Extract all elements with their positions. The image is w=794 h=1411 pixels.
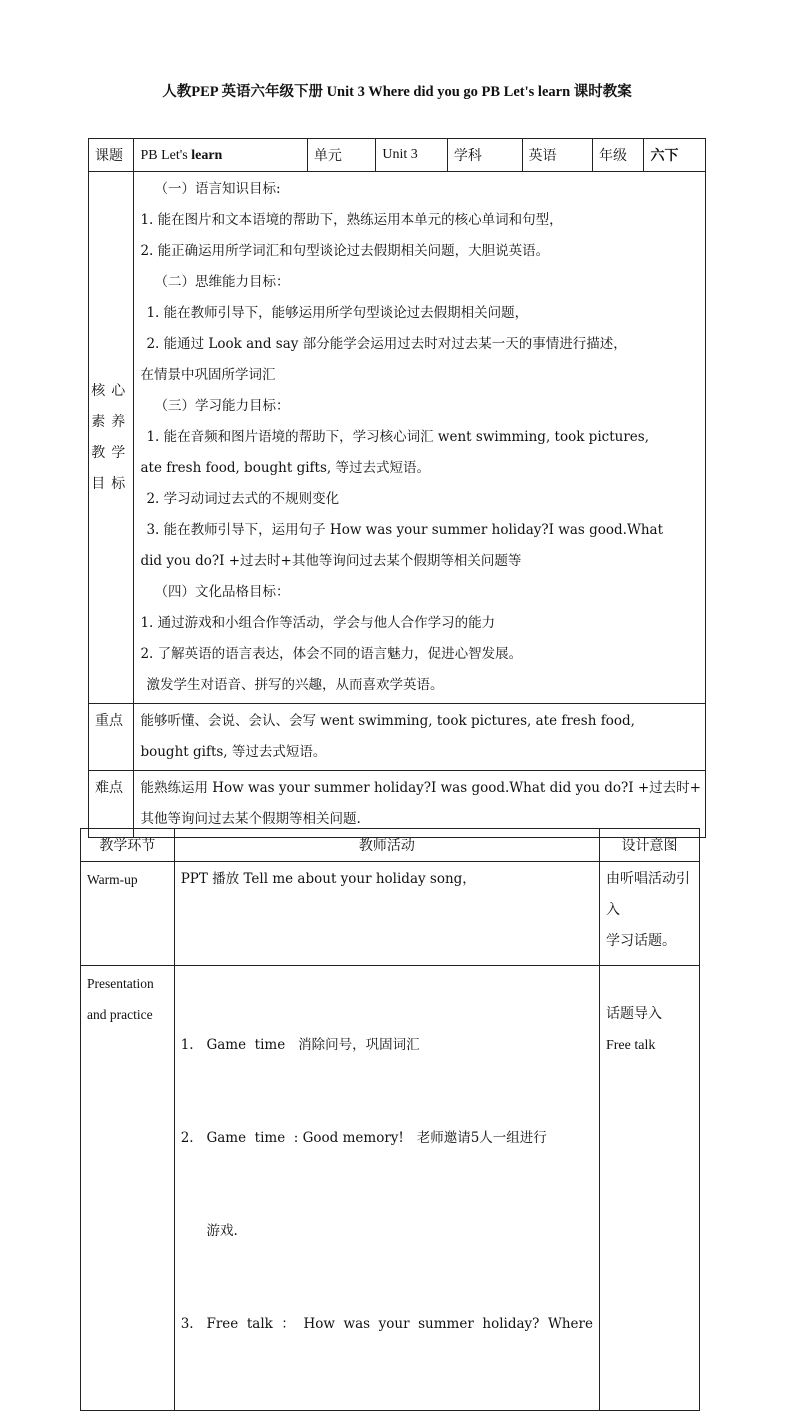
document-title: 人教PEP 英语六年级下册 Unit 3 Where did you go PB Let's learn 课时教案 xyxy=(162,84,632,100)
intent-header: 设计意图 xyxy=(599,829,699,862)
stage-cell: Warm-up xyxy=(81,862,175,966)
goals-content xyxy=(134,172,706,704)
intent-cell: 由听唱活动引入 学习话题。 xyxy=(599,862,699,966)
goal-line: 2. 能通过 Look and say 部分能学会运用过去时对过去某一天的事情进行描述， xyxy=(146,336,627,352)
subject-value: 英语 xyxy=(522,139,593,172)
goal-line: 2. 学习动词过去式的不规则变化 xyxy=(146,491,340,507)
goal-line: 在情景中巩固所学词汇 xyxy=(140,367,276,383)
activity-cell: 1. Game time 消除问号，巩固词汇 2. Game time : Good memory! 老师邀请5人一组进行 游戏. 3. Free talk ： How was your summer holiday? Where xyxy=(174,966,599,1411)
subject-label: 学科 xyxy=(447,139,522,172)
difficult-points-content: 能熟练运用 How was your summer holiday?I was good.What did you do?I +过去时+ 其他等询问过去某个假期等相关问题. xyxy=(134,771,706,838)
goal-line: 2. 了解英语的语言表达，体会不同的语言魅力，促进心智发展。 xyxy=(140,646,523,662)
goal-line: 2. 能正确运用所学词汇和句型谈论过去假期相关问题，大胆说英语。 xyxy=(140,243,550,259)
process-header-row xyxy=(81,829,700,862)
unit-value: Unit 3 xyxy=(376,139,448,172)
stage-cell: Presentation and practice xyxy=(81,966,175,1411)
key-points-row xyxy=(89,704,706,771)
header-row xyxy=(89,139,706,172)
goal-heading: （四）文化品格目标： xyxy=(154,584,290,600)
stage-header: 教学环节 xyxy=(81,829,175,862)
goal-heading: （二）思维能力目标： xyxy=(154,274,290,290)
goals-side-label: 核心 素养 教学 目标 xyxy=(89,172,134,704)
goal-line: did you do?I +过去时+其他等询问过去某个假期等相关问题等 xyxy=(140,553,522,569)
goals-row xyxy=(89,172,706,704)
key-points-content: 能够听懂、会说、会认、会写 went swimming, took pictures, ate fresh food, bought gifts, 等过去式短语。 xyxy=(134,704,706,771)
topic-label: 课题 xyxy=(89,139,134,172)
goal-line: 1. 能在图片和文本语境的帮助下，熟练运用本单元的核心单词和句型， xyxy=(140,212,563,228)
grade-label: 年级 xyxy=(593,139,644,172)
lesson-info-table xyxy=(88,138,706,838)
goal-line: 激发学生对语音、拼写的兴趣，从而喜欢学英语。 xyxy=(146,677,444,693)
goal-heading: （一）语言知识目标: xyxy=(154,181,281,197)
goal-line: 1. 能在音频和图片语境的帮助下，学习核心词汇 went swimming, took pictures, xyxy=(146,429,649,445)
process-row xyxy=(81,862,700,966)
intent-cell: 话题导入 Free talk xyxy=(599,966,699,1411)
goal-line: 1. 通过游戏和小组合作等活动，学会与他人合作学习的能力 xyxy=(140,615,496,631)
unit-label: 单元 xyxy=(307,139,376,172)
grade-value: 六下 xyxy=(644,139,706,172)
activity-header: 教师活动 xyxy=(174,829,599,862)
goal-heading: （三）学习能力目标： xyxy=(154,398,290,414)
process-row xyxy=(81,966,700,1411)
activity-cell: PPT 播放 Tell me about your holiday song， xyxy=(174,862,599,966)
goal-line: ate fresh food, bought gifts, 等过去式短语。 xyxy=(140,460,430,476)
goal-line: 3. 能在教师引导下，运用句子 How was your summer holiday?I was good.What xyxy=(146,522,663,538)
key-points-label: 重点 xyxy=(89,704,134,771)
difficult-points-label: 难点 xyxy=(89,771,134,838)
topic-value: PB Let's learn xyxy=(134,139,307,172)
goal-line: 1. 能在教师引导下，能够运用所学句型谈论过去假期相关问题， xyxy=(146,305,529,321)
teaching-process-table xyxy=(80,828,700,1411)
